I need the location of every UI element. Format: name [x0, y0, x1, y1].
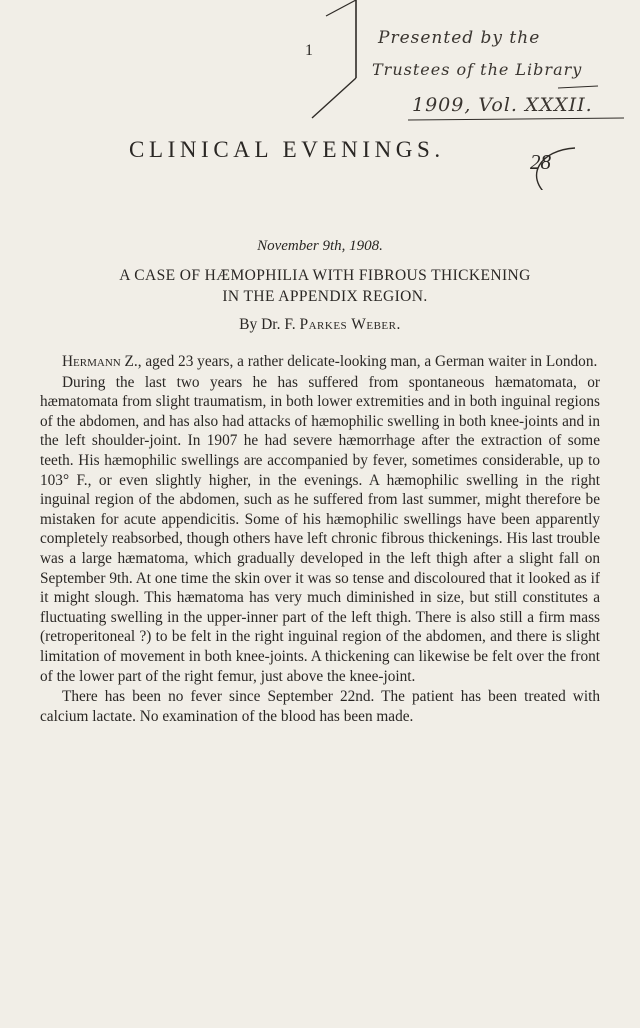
article-body: [40, 352, 600, 726]
handwritten-volume-note: 1909, Vol. XXXII.: [412, 94, 593, 116]
title-line: IN THE APPENDIX REGION.: [222, 288, 428, 305]
paragraph: [40, 687, 600, 726]
ink-stroke: [312, 78, 356, 118]
title-line: A CASE OF HÆMOPHILIA WITH FIBROUS THICKENING: [119, 267, 531, 284]
ink-underline: [408, 118, 624, 120]
ink-underline: [558, 86, 598, 88]
paragraph: [40, 352, 600, 372]
handwritten-note-line: Trustees of the Library: [372, 60, 583, 79]
handwritten-note-line: Presented by the: [378, 28, 541, 48]
author-name: Parkes Weber.: [299, 316, 401, 333]
page-number: 1: [305, 42, 313, 59]
section-heading: CLINICAL EVENINGS.: [129, 137, 445, 162]
author-prefix: By Dr. F.: [239, 316, 296, 333]
ink-stroke: [326, 0, 356, 16]
paragraph-text: Z., aged 23 years, a rather delicate-looking man, a German waiter in London.: [120, 353, 598, 370]
article-title: [50, 265, 600, 307]
paragraph: [40, 373, 600, 687]
paragraph-lead: Hermann: [62, 353, 121, 370]
handwritten-page-stamp: 28: [530, 150, 551, 174]
author-byline: [0, 316, 640, 334]
meeting-date: November 9th, 1908.: [257, 238, 383, 254]
paragraph-text: During the last two years he has suffered from spontaneous hæmatomata, or hæmatomata from slight traumatism, in both lower extremities and in both inguinal regions of the abdomen, and has also had attacks of hæmophilic swelling in both knee-joints and in the left shoulder-joint. In 1907 he had severe hæmorrhage after the extraction of some teeth. His hæmophilic swellings are accompanied by fever, sometimes considerable, up to 103° F., or even slightly higher, in the evenings. A hæmophilic swelling in the right inguinal region of the abdomen, such as he suffered from last summer, might therefore be mistaken for acute appendicitis. Some of his hæmophilic swellings have been apparently completely reabsorbed, though others have left chronic fibrous thickenings. His last trouble was a large hæmatoma, which gradually developed in the left thigh after a slight fall on September 9th. At one time the skin over it was so tense and discoloured that it looked as if it might slough. This hæmatoma has very much diminished in size, but still constitutes a fluctuating swelling in the upper-inner part of the left thigh. There is also still a firm mass (retroperitoneal ?) to be felt in the right inguinal region of the abdomen, and there is slight limitation of movement in both knee-joints. A thickening can likewise be felt over the front of the lower part of the right femur, just above the knee-joint.: [40, 373, 600, 685]
paragraph-text: There has been no fever since September 22nd. The patient has been treated with calcium lactate. No examination of the blood has been made.: [40, 688, 600, 725]
